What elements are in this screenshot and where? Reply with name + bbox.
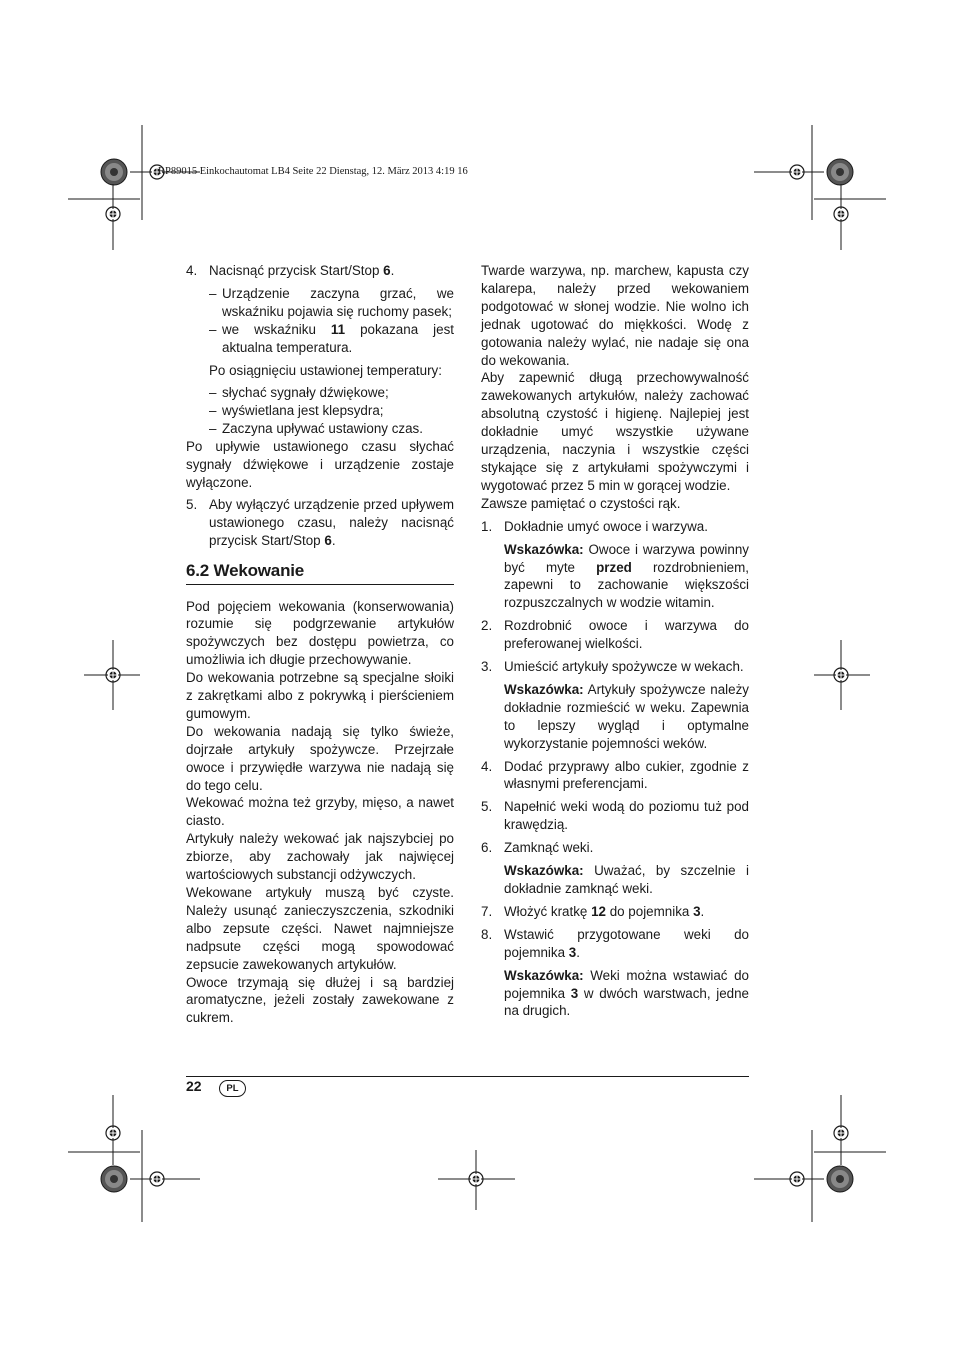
paragraph: Do wekowania nadają się tylko świeże, dojrzałe artykuły spożywcze. Przejrzałe owoce i przywiędłe warzywa nie nadają się do tego celu. <box>186 723 454 793</box>
hint: Wskazówka: Owoce i warzywa powinny być myte przed rozdrobnieniem, zapewni to zachowanie większości rozpuszczalnych w wodzie witamin. <box>504 541 749 611</box>
paragraph: Pod pojęciem wekowania (konserwowania) rozumie się podgrzewanie artykułów spożywczych bez dostępu powietrza, co umożliwia ich długie przechowywanie. <box>186 598 454 668</box>
paragraph: Artykuły należy wekować jak najszybciej po zbiorze, aby zachowały jak najwięcej wartościowych substancji odżywczych. <box>186 831 454 883</box>
paragraph: Twarde warzywa, np. marchew, kapusta czy kalarepa, należy przed wekowaniem podgotować w słonej wodzie. Nie wolno ich jednak ugotować do miękkości. Wodę z gotowania należy wylać, nie nadaje się ona do wekowania. <box>481 263 749 368</box>
step-4: 4. Nacisnąć przycisk Start/Stop 6. <box>186 263 395 278</box>
list-item: – we wskaźniku 11 pokazana jest aktualna temperatura. <box>209 321 454 355</box>
color-wheel-icon <box>101 159 127 185</box>
paragraph: Aby zapewnić długą przechowywalność zawekowanych artykułów, należy zachować absolutną czystość i higienę. Najlepiej jest dokładnie umyć wszystkie używane urządzenia, naczynia i wszystkie części stykające się z artykułami spożywczymi i wygotować przez 5 min w gorącej wodzie. <box>481 370 749 493</box>
print-header: RP89015 Einkochautomat LB4 Seite 22 Dienstag, 12. März 2013 4:19 16 <box>158 166 468 177</box>
list-item: – słychać sygnały dźwiękowe; <box>209 385 389 401</box>
list-item: – Urządzenie zaczyna grzać, we wskaźniku pojawia się ruchomy pasek; <box>209 285 454 319</box>
left-column <box>186 262 454 1027</box>
step-7: 7. Włożyć kratkę 12 do pojemnika 3. <box>481 903 705 919</box>
section-title: 6.2 Wekowanie <box>186 562 454 585</box>
page-number: 22 <box>186 1078 202 1094</box>
right-column <box>481 262 749 1020</box>
step-5: 5. Napełnić weki wodą do poziomu tuż pod krawędzią. <box>481 799 749 833</box>
color-wheel-icon <box>101 1166 127 1192</box>
paragraph: Do wekowania potrzebne są specjalne słoiki z zakrętkami albo z pokrywką i pierścieniem gumowym. <box>186 670 454 721</box>
paragraph: Po osiągnięciu ustawionej temperatury: <box>209 362 442 378</box>
step-6: 6. Zamknąć weki. <box>481 840 594 856</box>
paragraph: Wekować można też grzyby, mięso, a nawet ciasto. <box>186 795 454 829</box>
footer-rule <box>186 1076 749 1077</box>
hint: Wskazówka: Uważać, by szczelnie i dokładnie zamknąć weki. <box>504 863 749 896</box>
paragraph: Wekowane artykuły muszą być czyste. Należy usunąć zanieczyszczenia, szkodniki albo zepsute części. Nawet najmniejsze nadpsute części mogą spowodować zepsucie zawekowanych artykułów. <box>186 885 454 972</box>
list-item: – wyświetlana jest klepsydra; <box>209 403 384 419</box>
step-3: 3. Umieścić artykuły spożywcze w wekach. <box>481 659 744 675</box>
step-5: 5. Aby wyłączyć urządzenie przed upływem ustawionego czasu, należy nacisnąć przycisk Start/Stop 6. <box>186 496 454 548</box>
color-wheel-icon <box>827 159 853 185</box>
hint: Wskazówka: Weki można wstawiać do pojemnika 3 w dwóch warstwach, jedne na drugich. <box>504 967 749 1019</box>
paragraph: Po upływie ustawionego czasu słychać sygnały dźwiękowe i urządzenie zostaje wyłączone. <box>186 439 454 490</box>
step-1: 1. Dokładnie umyć owoce i warzywa. <box>481 518 708 534</box>
color-wheel-icon <box>827 1166 853 1192</box>
paragraph: Owoce trzymają się dłużej i są bardziej aromatyczne, jeżeli zostały zawekowane z cukrem. <box>186 974 454 1026</box>
step-2: 2. Rozdrobnić owoce i warzywa do preferowanej wielkości. <box>481 618 749 652</box>
step-4: 4. Dodać przyprawy albo cukier, zgodnie z własnymi preferencjami. <box>481 758 749 792</box>
paragraph: Zawsze pamiętać o czystości rąk. <box>481 495 681 511</box>
language-badge: PL <box>219 1080 246 1097</box>
step-8: 8. Wstawić przygotowane weki do pojemnika 3. <box>481 926 749 960</box>
list-item: – Zaczyna upływać ustawiony czas. <box>209 421 423 437</box>
hint: Wskazówka: Artykuły spożywcze należy dokładnie rozmieścić w weku. Zapewnia to lepszy wygląd i optymalne wykorzystanie pojemności weków. <box>504 681 749 751</box>
